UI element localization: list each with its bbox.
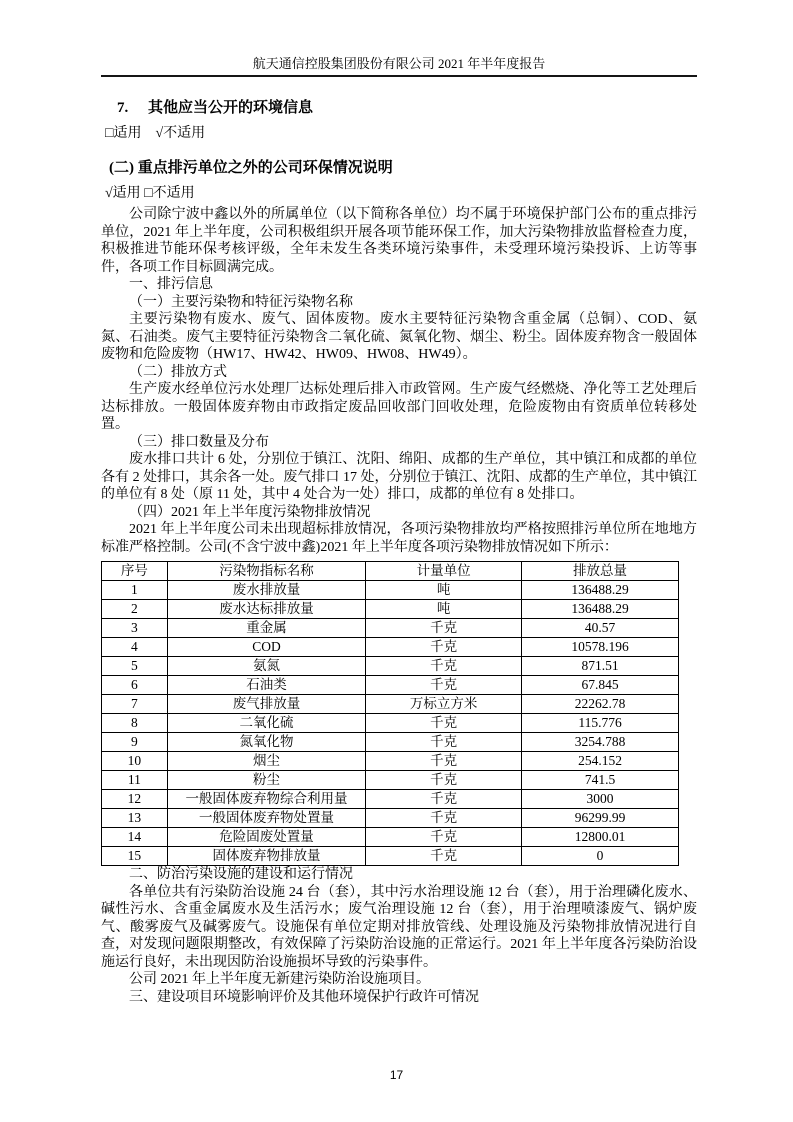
table-cell: 固体废弃物排放量	[167, 847, 365, 866]
table-cell: 二氧化硫	[167, 714, 365, 733]
table-row	[102, 733, 679, 752]
table-cell: 5	[102, 657, 168, 676]
pollutant-table	[101, 561, 679, 866]
table-cell: 741.5	[522, 771, 679, 790]
table-cell: 千克	[366, 657, 522, 676]
table-cell: 石油类	[167, 676, 365, 695]
table-cell: 千克	[366, 619, 522, 638]
table-cell: 氮氧化物	[167, 733, 365, 752]
header-divider	[101, 75, 697, 77]
table-cell: 10578.196	[522, 638, 679, 657]
table-row	[102, 828, 679, 847]
table-cell: 12	[102, 790, 168, 809]
part-2-heading: (二) 重点排污单位之外的公司环保情况说明	[109, 160, 393, 176]
table-cell: 万标立方米	[366, 695, 522, 714]
table-row	[102, 676, 679, 695]
facilities-heading: 二、防治污染设施的建设和运行情况	[129, 867, 353, 882]
table-cell: 千克	[366, 676, 522, 695]
table-cell: 千克	[366, 847, 522, 866]
table-row	[102, 771, 679, 790]
table-cell: 废水排放量	[167, 581, 365, 600]
table-row	[102, 638, 679, 657]
discharge-method-heading: （二）排放方式	[129, 364, 227, 380]
page-content	[101, 0, 697, 1006]
pollutant-table-body	[102, 581, 679, 866]
table-row	[102, 847, 679, 866]
table-row	[102, 790, 679, 809]
section-7-number: 7.	[117, 100, 129, 116]
table-cell: 67.845	[522, 676, 679, 695]
table-cell: 千克	[366, 752, 522, 771]
table-cell: 千克	[366, 771, 522, 790]
column-header-unit: 计量单位	[366, 562, 522, 581]
table-cell: 6	[102, 676, 168, 695]
table-cell: 千克	[366, 790, 522, 809]
outlet-distribution-heading: （三）排口数量及分布	[129, 434, 269, 450]
table-cell: 871.51	[522, 657, 679, 676]
table-cell: 危险固废处置量	[167, 828, 365, 847]
table-cell: 氨氮	[167, 657, 365, 676]
table-cell: 千克	[366, 733, 522, 752]
discharge-info-heading: 一、排污信息	[129, 277, 213, 292]
table-cell: 40.57	[522, 619, 679, 638]
table-cell: 粉尘	[167, 771, 365, 790]
table-row	[102, 600, 679, 619]
column-header-pollutant-name: 污染物指标名称	[167, 562, 365, 581]
table-cell: 136488.29	[522, 581, 679, 600]
page-number: 17	[389, 1068, 404, 1082]
table-cell: 11	[102, 771, 168, 790]
table-cell: 2	[102, 600, 168, 619]
table-cell: 3	[102, 619, 168, 638]
report-header-title: 航天通信控股集团股份有限公司 2021 年半年度报告	[252, 56, 546, 71]
table-cell: 12800.01	[522, 828, 679, 847]
table-cell: 0	[522, 847, 679, 866]
pollutant-names-paragraph: 主要污染物有废水、废气、固体废物。废水主要特征污染物含重金属（总铜）、COD、氨氮、石油类。废气主要特征污染物含二氧化硫、氮氧化物、烟尘、粉尘。固体废弃物含一般固体废物和危险废物（HW17、HW42、HW09、HW08、HW49）。	[101, 312, 697, 362]
pollutant-names-heading: （一）主要污染物和特征污染物名称	[129, 294, 353, 310]
table-cell: 22262.78	[522, 695, 679, 714]
table-cell: 千克	[366, 638, 522, 657]
section-7-title: 其他应当公开的环境信息	[148, 100, 314, 116]
column-header-index: 序号	[102, 562, 168, 581]
table-cell: 8	[102, 714, 168, 733]
table-row	[102, 619, 679, 638]
table-cell: 废气排放量	[167, 695, 365, 714]
table-cell: 254.152	[522, 752, 679, 771]
table-cell: 4	[102, 638, 168, 657]
part-2-intro-paragraph: 公司除宁波中鑫以外的所属单位（以下简称各单位）均不属于环境保护部门公布的重点排污单位，2021 年上半年度，公司积极组织开展各项节能环保工作，加大污染物排放监督检查力度，积极推进节能环保考核评级，全年未发生各类环境污染事件，未受理环境污染投诉、上访等事件，各项工作目标圆满完成。	[101, 207, 697, 275]
table-cell: 3254.788	[522, 733, 679, 752]
table-row	[102, 714, 679, 733]
table-cell: 14	[102, 828, 168, 847]
table-row	[102, 752, 679, 771]
table-cell: 千克	[366, 714, 522, 733]
facilities-paragraph: 各单位共有污染防治设施 24 台（套），其中污水治理设施 12 台（套），用于治理磷化废水、碱性污水、含重金属废水及生活污水；废气治理设施 12 台（套），用于治理喷漆废气、锅炉废气、酸雾废气及碱雾废气。设施保有单位定期对排放管线、处理设施及污染物排放情况进行自查，对发现问题限期整改，有效保障了污染防治设施的正常运行。2021 年上半年度各污染防治设施运行良好，未出现因防治设施损坏导致的污染事件。	[101, 884, 697, 970]
table-cell: 千克	[366, 828, 522, 847]
table-cell: 烟尘	[167, 752, 365, 771]
no-new-facilities-paragraph: 公司 2021 年上半年度无新建污染防治设施项目。	[129, 972, 430, 987]
table-cell: 一般固体废弃物综合利用量	[167, 790, 365, 809]
table-cell: 15	[102, 847, 168, 866]
table-row	[102, 695, 679, 714]
table-row	[102, 809, 679, 828]
section-7-heading	[101, 100, 697, 116]
section-7-applicability: □适用 √不适用	[105, 126, 206, 141]
table-cell: 一般固体废弃物处置量	[167, 809, 365, 828]
table-cell: 1	[102, 581, 168, 600]
table-cell: 9	[102, 733, 168, 752]
table-cell: 3000	[522, 790, 679, 809]
emission-situation-paragraph: 2021 年上半年度公司未出现超标排放情况，各项污染物排放均严格按照排污单位所在地地方标准严格控制。公司(不含宁波中鑫)2021 年上半年度各项污染物排放情况如下所示：	[101, 522, 697, 555]
part-2-applicability: √适用 □不适用	[105, 186, 195, 201]
table-header-row	[102, 562, 679, 581]
table-cell: 吨	[366, 600, 522, 619]
table-cell: 13	[102, 809, 168, 828]
table-cell: 吨	[366, 581, 522, 600]
discharge-method-paragraph: 生产废水经单位污水处理厂达标处理后排入市政管网。生产废气经燃烧、净化等工艺处理后达标排放。一般固体废弃物由市政指定废品回收部门回收处理，危险废物由有资质单位转移处置。	[101, 382, 697, 432]
table-cell: 千克	[366, 809, 522, 828]
table-cell: 重金属	[167, 619, 365, 638]
emission-situation-heading: （四）2021 年上半年度污染物排放情况	[129, 504, 371, 520]
table-cell: 7	[102, 695, 168, 714]
column-header-total-emission: 排放总量	[522, 562, 679, 581]
table-row	[102, 657, 679, 676]
eia-heading: 三、建设项目环境影响评价及其他环境保护行政许可情况	[129, 989, 479, 1005]
table-cell: 10	[102, 752, 168, 771]
table-cell: 136488.29	[522, 600, 679, 619]
table-row	[102, 581, 679, 600]
table-cell: 115.776	[522, 714, 679, 733]
table-cell: 96299.99	[522, 809, 679, 828]
table-cell: COD	[167, 638, 365, 657]
outlet-distribution-paragraph: 废水排口共计 6 处，分别位于镇江、沈阳、绵阳、成都的生产单位，其中镇江和成都的单位各有 2 处排口，其余各一处。废气排口 17 处，分别位于镇江、沈阳、成都的生产单位，其中镇江的单位有 8 处（原 11 处，其中 4 处合为一处）排口，成都的单位有 8 处排口。	[101, 452, 697, 502]
table-cell: 废水达标排放量	[167, 600, 365, 619]
